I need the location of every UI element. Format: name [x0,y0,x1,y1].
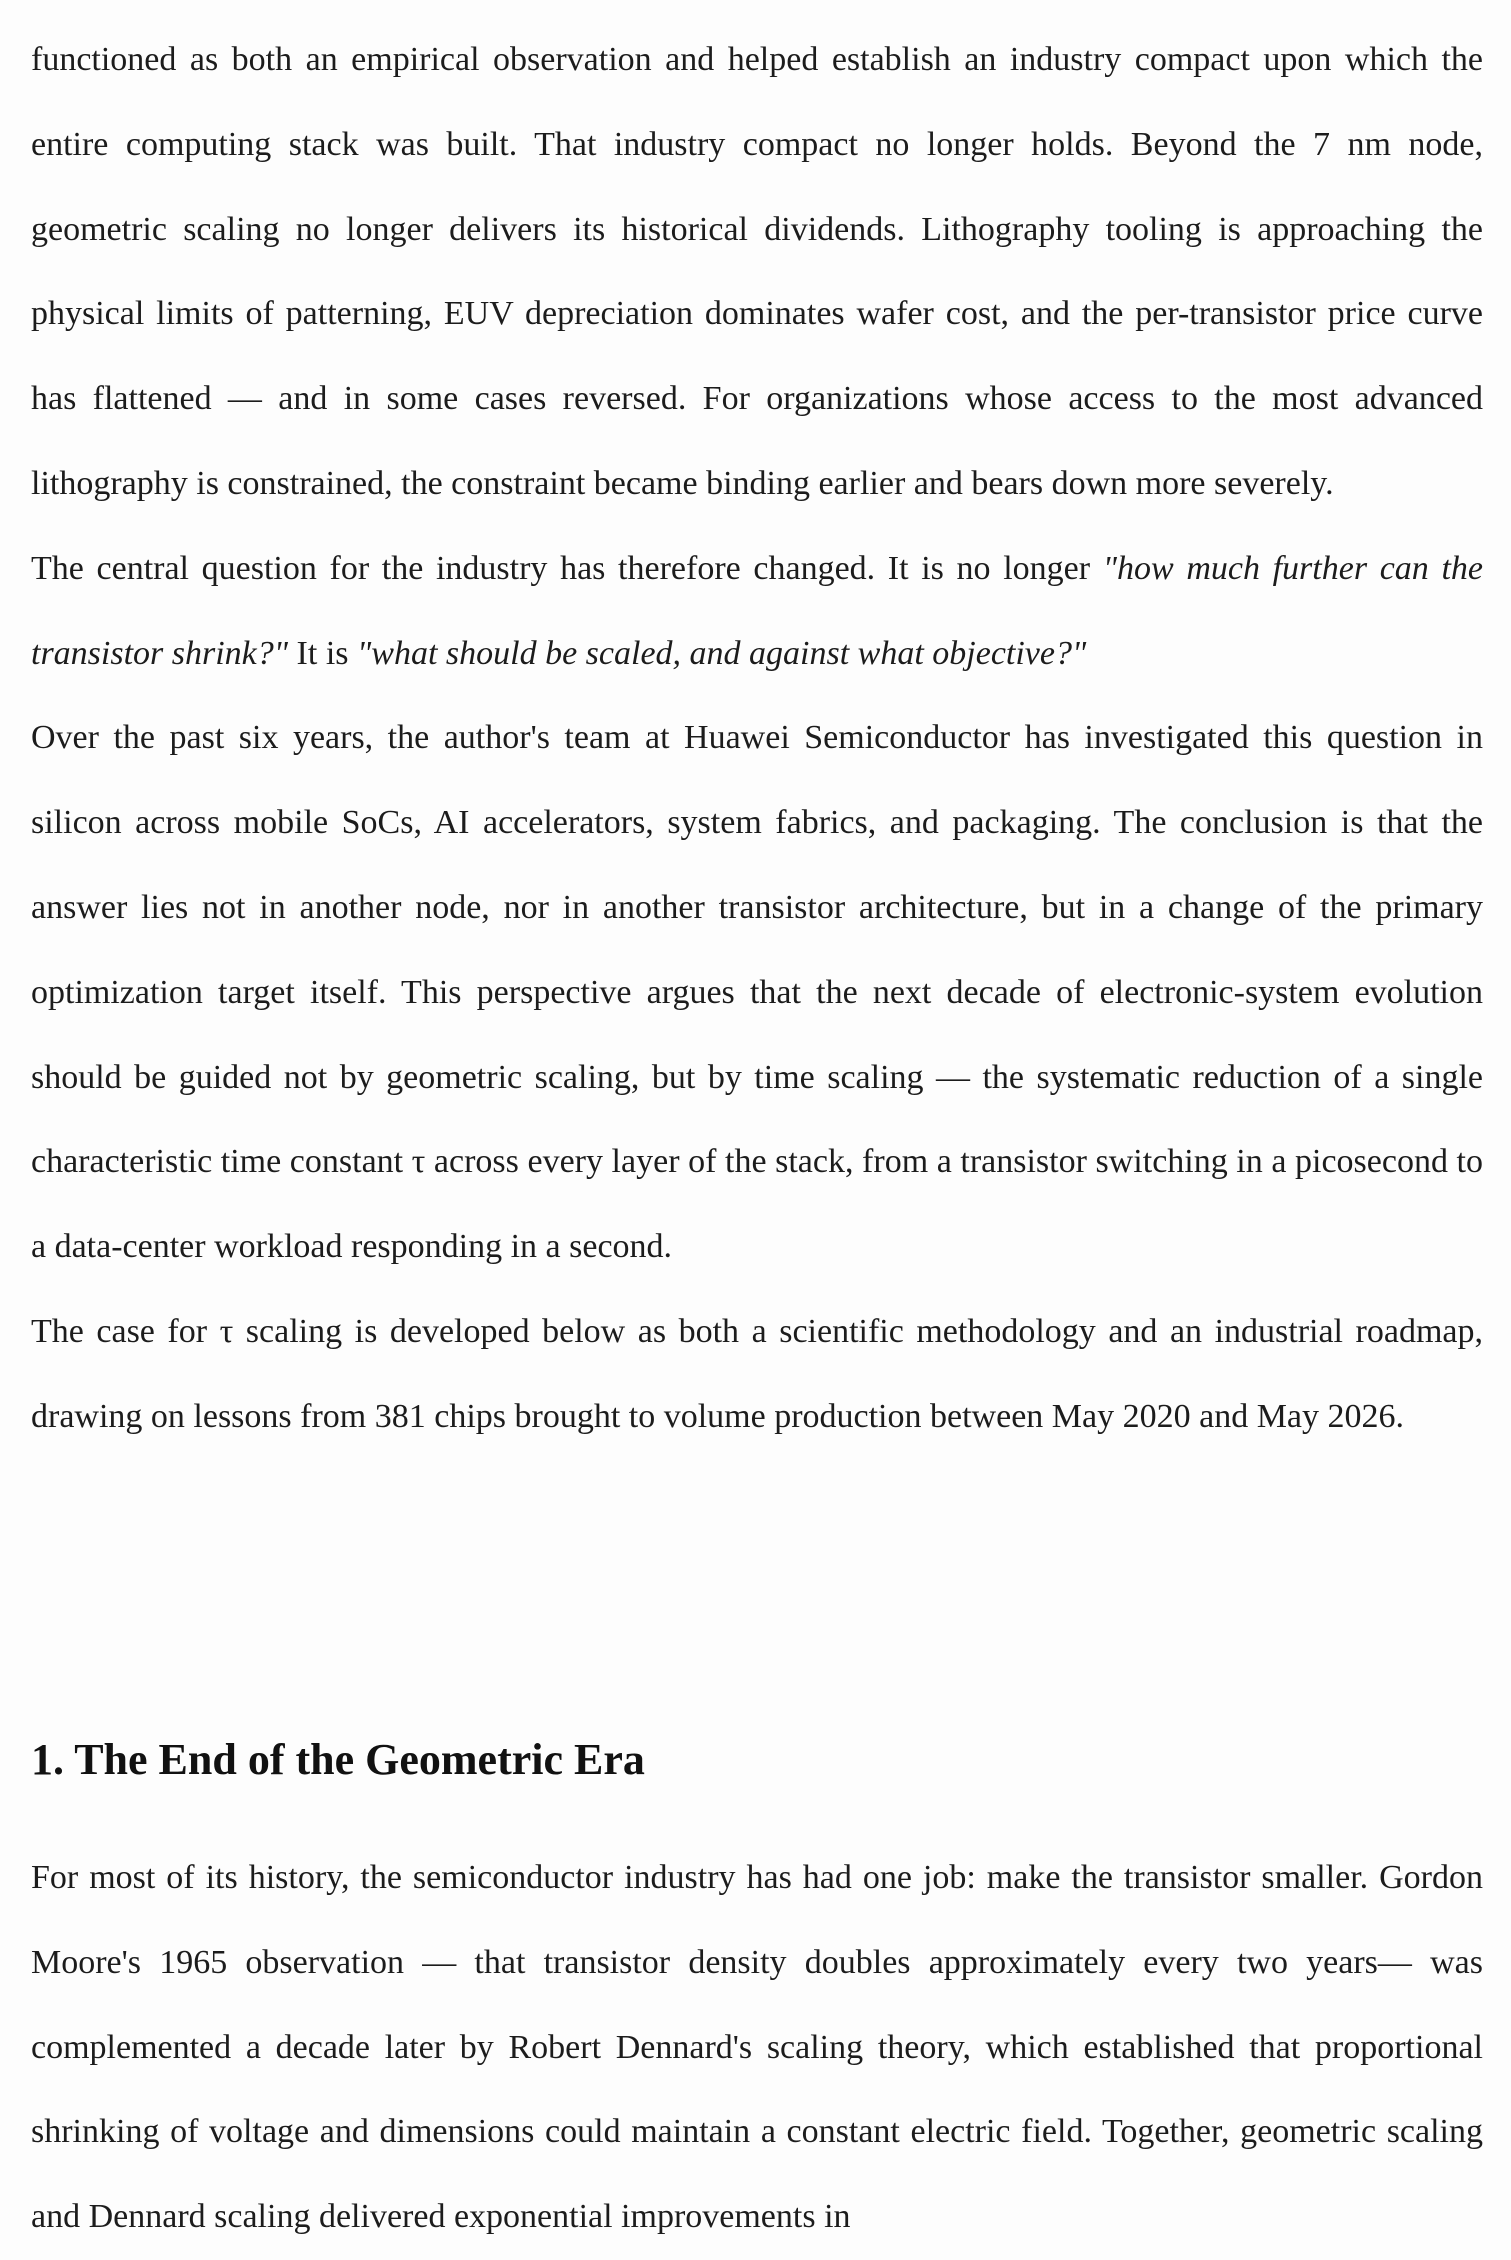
paragraph-text: It is [288,634,357,672]
paragraph-central-question [31,527,1483,697]
paragraph-geometric-era: For most of its history, the semiconductor industry has had one job: make the transistor smaller. Gordon Moore's 1965 observation — that transistor density doubles approximately every two years— was complemented a decade later by Robert Dennard's scaling theory, which established that proportional shrinking of voltage and dimensions could maintain a constant electric field. Together, geometric scaling and Dennard scaling delivered exponential improvements in [31,1859,1483,2236]
paragraph-roadmap: The case for τ scaling is developed below as both a scientific methodology and an industrial roadmap, drawing on lessons from 381 chips brought to volume production between May 2020 and May 2026. [31,1312,1483,1435]
paragraph-time-scaling: Over the past six years, the author's team at Huawei Semiconductor has investigated this question in silicon across mobile SoCs, AI accelerators, system fabrics, and packaging. The conclusion is that the answer lies not in another node, nor in another transistor architecture, but in a change of the primary optimization target itself. This perspective argues that the next decade of electronic-system evolution should be guided not by geometric scaling, but by time scaling — the systematic reduction of a single characteristic time constant τ across every layer of the stack, from a transistor switching in a picosecond to a data-center workload responding in a second. [31,719,1483,1266]
italic-quote: "how much further can the transistor shrink?" [31,549,1483,672]
document-page [31,18,1483,2236]
section-body [31,1836,1483,2260]
section-heading: 1. The End of the Geometric Era [31,1735,645,1784]
paragraph-compact: functioned as both an empirical observation and helped establish an industry compact upon which the entire computing stack was built. That industry compact no longer holds. Beyond the 7 nm node, geometric scaling no longer delivers its historical dividends. Lithography tooling is approaching the physical limits of patterning, EUV depreciation dominates wafer cost, and the per-transistor price curve has flattened — and in some cases reversed. For organizations whose access to the most advanced lithography is constrained, the constraint became binding earlier and bears down more severely. [31,41,1483,502]
paragraph-text: The central question for the industry has therefore changed. It is no longer [31,549,1103,587]
italic-quote: "what should be scaled, and against what objective?" [357,634,1087,672]
